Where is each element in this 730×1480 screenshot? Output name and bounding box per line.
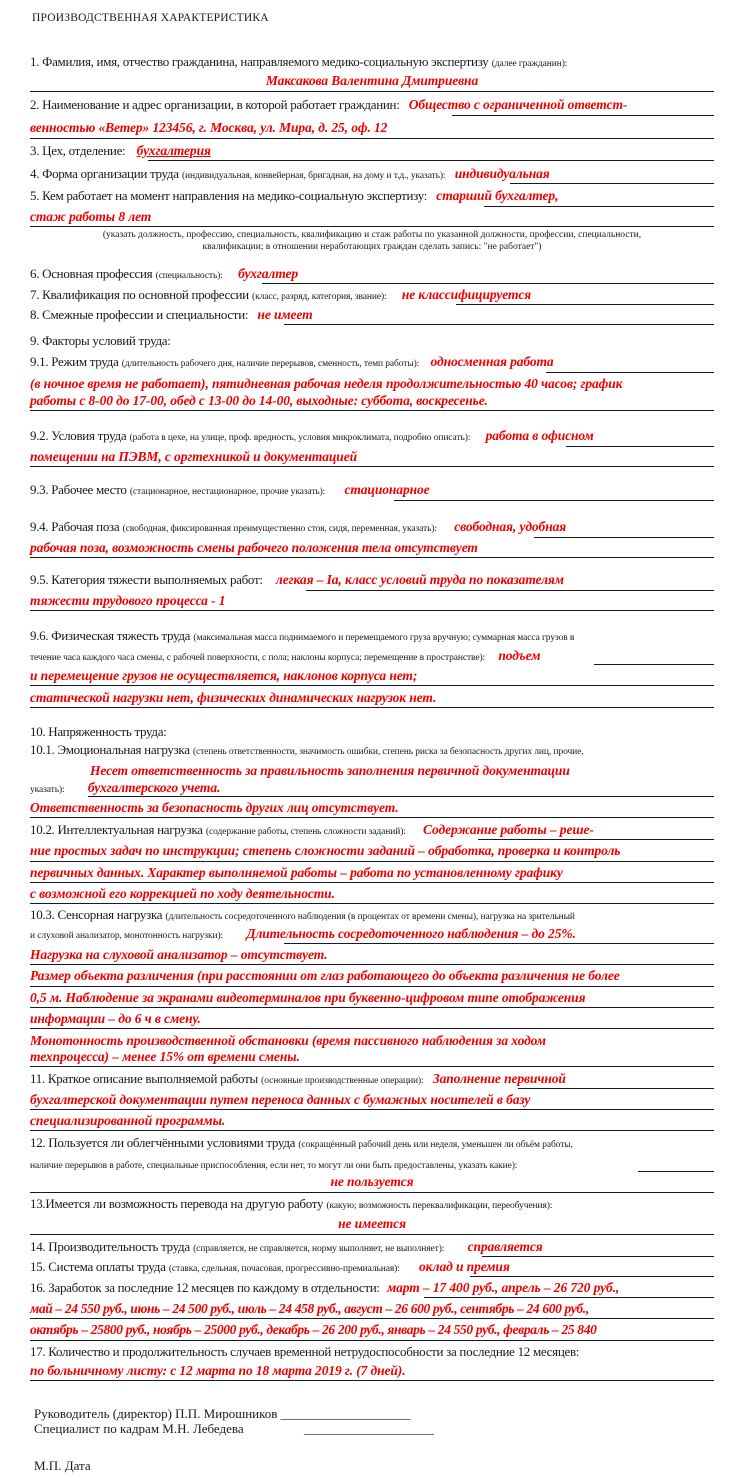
- item-11-value-1[interactable]: Заполнение первичной: [432, 1071, 566, 1086]
- item-17-value-row: [30, 1363, 714, 1379]
- field-underline: [482, 1256, 714, 1257]
- field-underline: [30, 91, 714, 92]
- item-5-label: 5. Кем работает на момент направления на медико-социальную экспертизу:: [30, 188, 428, 203]
- item-16-value-1[interactable]: март – 17 400 руб., апрель – 26 720 руб.,: [386, 1280, 620, 1295]
- item-10-3-value-row-3: [30, 968, 714, 984]
- item-11-row: [30, 1071, 714, 1089]
- field-underline: [30, 1007, 714, 1008]
- item-6-row: [30, 266, 714, 284]
- item-10-3-row: [30, 907, 714, 925]
- field-underline: [394, 500, 714, 501]
- item-9-6-hint-2: течение часа каждого часа смены, с рабочей поверхности, с пола; наклоны корпуса; перемещение в пространстве):: [30, 653, 486, 663]
- item-13-hint: (какую; возможность переквалификации, переобучения):: [326, 1201, 553, 1211]
- field-underline: [30, 1318, 714, 1319]
- item-9-2-row: [30, 428, 714, 446]
- item-13-row: [30, 1196, 714, 1214]
- item-5-value-1[interactable]: старший бухгалтер,: [436, 188, 559, 203]
- field-underline: [30, 707, 714, 708]
- item-9-row: [30, 333, 714, 349]
- field-underline: [30, 138, 714, 139]
- item-2-value-2[interactable]: венностью «Ветер» 123456, г. Москва, ул. Мира, д. 25, оф. 12: [30, 120, 388, 135]
- item-12-row-2: [30, 1156, 714, 1174]
- item-9-6-value-2[interactable]: и перемещение грузов не осуществляется, наклонов корпуса нет;: [30, 668, 418, 683]
- director-signature-line[interactable]: ____________________: [280, 1406, 411, 1421]
- item-1-label-row: [30, 54, 714, 72]
- item-16-value-2[interactable]: май – 24 550 руб., июнь – 24 500 руб., июль – 24 458 руб., август – 26 600 руб., сентябрь – 24 600 руб.,: [30, 1301, 589, 1316]
- item-16-value-3[interactable]: октябрь – 25800 руб., ноябрь – 25000 руб., декабрь – 26 200 руб., январь – 24 550 руб., февраль – 25 840: [30, 1322, 597, 1337]
- field-underline: [30, 466, 714, 467]
- item-10-1-value-3[interactable]: Ответственность за безопасность других лиц отсутствует.: [30, 800, 399, 815]
- director-signature-row: [34, 1406, 411, 1421]
- item-3-row: [30, 143, 714, 159]
- item-9-2-value-2[interactable]: помещении на ПЭВМ, с оргтехникой и документацией: [30, 449, 358, 464]
- item-10-2-value-row-3: [30, 865, 714, 881]
- item-10-2-value-1[interactable]: Содержание работы – реше-: [423, 822, 594, 837]
- hr-signature-row: [34, 1421, 434, 1436]
- item-9-5-row: [30, 572, 714, 588]
- item-9-2-label: 9.2. Условия труда: [30, 428, 127, 443]
- item-17-value[interactable]: по больничному листу: с 12 марта по 18 марта 2019 г. (7 дней).: [30, 1363, 406, 1378]
- item-9-6-value-row-3: [30, 690, 714, 706]
- item-10-3-hint-2: и слуховой анализатор, монотонность нагрузки):: [30, 931, 224, 941]
- field-underline: [30, 1234, 714, 1235]
- item-11-hint: (основные производственные операции):: [261, 1076, 424, 1086]
- item-15-hint: (ставка, сдельная, почасовая, прогрессивно-премиальная):: [168, 1264, 400, 1274]
- item-7-hint: (класс, разряд, категория, звание):: [252, 292, 387, 302]
- item-12-value-row: [30, 1174, 714, 1190]
- item-8-row: [30, 307, 714, 323]
- item-13-value-row: [30, 1216, 714, 1232]
- item-9-4-label: 9.4. Рабочая поза: [30, 519, 120, 534]
- item-17-label: 17. Количество и продолжительность случаев временной нетрудоспособности за последние 12 месяцев:: [30, 1344, 580, 1359]
- item-12-value[interactable]: не пользуется: [330, 1174, 414, 1189]
- item-7-value[interactable]: не классифицируется: [401, 287, 532, 302]
- item-15-row: [30, 1259, 714, 1277]
- field-underline: [510, 183, 714, 184]
- item-9-5-value-row-2: [30, 593, 714, 609]
- field-underline: [478, 839, 714, 840]
- item-5-note-1: (указать должность, профессию, специальность, квалификацию и стаж работы по указанной должности, профессии, специальности,: [102, 230, 642, 240]
- item-2-value-row-2: [30, 120, 714, 136]
- item-10-3-value-row-2: [30, 947, 714, 963]
- item-9-6-row: [30, 628, 714, 646]
- item-3-value[interactable]: бухгалтерия: [136, 143, 211, 158]
- item-9-2-value-1[interactable]: работа в офисном: [485, 428, 594, 443]
- field-underline: [456, 304, 714, 305]
- item-15-value[interactable]: оклад и премия: [418, 1259, 510, 1274]
- field-underline: [30, 1192, 714, 1193]
- item-9-3-value[interactable]: стационарное: [344, 482, 430, 497]
- item-9-3-label: 9.3. Рабочее место: [30, 482, 127, 497]
- field-underline: [30, 1340, 714, 1341]
- item-10-3-row-2: [30, 926, 714, 944]
- item-11-value-row-3: [30, 1113, 714, 1129]
- field-underline: [594, 664, 714, 665]
- item-10-3-value-1[interactable]: Длительность сосредоточенного наблюдения – до 25%.: [246, 926, 576, 941]
- item-10-1-value-1[interactable]: Несет ответственность за правильность заполнения первичной документации: [90, 763, 570, 778]
- field-underline: [546, 372, 714, 373]
- field-underline: [30, 557, 714, 558]
- item-10-3-value-7[interactable]: техпроцесса) – менее 15% от времени смены.: [30, 1049, 300, 1064]
- field-underline: [30, 685, 714, 686]
- item-10-1-value-row-1: [90, 763, 714, 779]
- item-17-row: [30, 1344, 714, 1360]
- item-14-value[interactable]: справляется: [467, 1239, 543, 1254]
- item-9-1-value-row-3: [30, 393, 714, 409]
- item-9-4-row: [30, 519, 714, 537]
- item-9-3-row: [30, 482, 714, 500]
- item-10-3-value-row-7: [30, 1049, 714, 1065]
- item-9-1-label: 9.1. Режим труда: [30, 354, 119, 369]
- field-underline: [306, 590, 714, 591]
- item-9-label: 9. Факторы условий труда:: [30, 333, 171, 348]
- item-5-value-2[interactable]: стаж работы 8 лет: [30, 209, 152, 224]
- item-1-label: 1. Фамилия, имя, отчество гражданина, направляемого медико-социальную экспертизу: [30, 54, 489, 69]
- item-9-1-hint: (длительность рабочего дня, наличие перерывов, сменность, темп работы):: [121, 359, 420, 369]
- item-10-3-value-2[interactable]: Нагрузка на слуховой анализатор – отсутствует.: [30, 947, 328, 962]
- item-3-label: 3. Цех, отделение:: [30, 143, 126, 158]
- item-16-label: 16. Заработок за последние 12 месяцев по каждому в отдельности:: [30, 1280, 380, 1295]
- item-10-3-label: 10.3. Сенсорная нагрузка: [30, 907, 163, 922]
- item-4-row: [30, 166, 714, 184]
- item-16-row: [30, 1280, 714, 1296]
- item-2-label: 2. Наименование и адрес организации, в которой работает гражданин:: [30, 97, 400, 112]
- field-underline: [30, 903, 714, 904]
- item-11-value-2[interactable]: бухгалтерской документации путем переноса данных с бумажных носителей в базу: [30, 1092, 531, 1107]
- item-2-row: [30, 97, 714, 113]
- item-9-4-hint: (свободная, фиксированная преимущественно стоя, сидя, переменная, указать):: [122, 524, 437, 534]
- field-underline: [518, 1088, 714, 1089]
- item-11-label: 11. Краткое описание выполняемой работы: [30, 1071, 258, 1086]
- item-7-row: [30, 287, 714, 305]
- item-4-label: 4. Форма организации труда: [30, 166, 179, 181]
- field-underline: [284, 943, 714, 944]
- item-8-label: 8. Смежные профессии и специальности:: [30, 307, 249, 322]
- item-9-6-value-row-2: [30, 668, 714, 684]
- item-10-1-value-row-3: [30, 800, 714, 816]
- item-1-value-row: [30, 73, 714, 89]
- item-9-4-value-1[interactable]: свободная, удобная: [454, 519, 567, 534]
- item-10-3-value-row-5: [30, 1011, 714, 1027]
- item-16-value-row-3: [30, 1322, 714, 1338]
- field-underline: [148, 160, 714, 161]
- field-underline: [424, 1297, 714, 1298]
- item-9-6-label: 9.6. Физическая тяжесть труда: [30, 628, 191, 643]
- field-underline: [452, 115, 714, 116]
- field-underline: [30, 1130, 714, 1131]
- director-name: Руководитель (директор) П.П. Мирошников: [34, 1406, 278, 1421]
- item-9-1-value-2[interactable]: (в ночное время не работает), пятидневная рабочая неделя продолжительностью 40 часов; график: [30, 376, 623, 391]
- field-underline: [30, 410, 714, 411]
- item-8-value[interactable]: не имеет: [257, 307, 313, 322]
- item-9-6-hint-1: (максимальная масса поднимаемого и перемещаемого груза вручную; суммарная масса грузов в: [193, 633, 575, 643]
- item-14-label: 14. Производительность труда: [30, 1239, 190, 1254]
- field-underline: [566, 446, 714, 447]
- item-14-hint: (справляется, не справляется, норму выполняет, не выполняет):: [193, 1244, 445, 1254]
- stamp-date: М.П. Дата: [34, 1458, 91, 1473]
- item-1-hint: (далее гражданин):: [491, 59, 568, 69]
- item-10-1-value-2[interactable]: бухгалтерского учета.: [87, 780, 221, 795]
- item-15-label: 15. Система оплаты труда: [30, 1259, 166, 1274]
- item-5-row: [30, 188, 714, 204]
- item-10-3-hint-1: (длительность сосредоточенного наблюдения (в процентах от времени смены), нагрузка на зрительный: [165, 912, 575, 922]
- item-10-1-hint-1: (степень ответственности, значимость ошибки, степень риска за безопасность других лиц, прочие,: [192, 747, 584, 757]
- field-underline: [30, 882, 714, 883]
- item-10-2-label: 10.2. Интеллектуальная нагрузка: [30, 822, 203, 837]
- item-10-1-hint-2: указать):: [30, 785, 65, 795]
- item-10-row: [30, 724, 714, 740]
- item-5-note-2: квалификации; в отношении неработающих граждан сделать запись: "не работает"): [202, 242, 542, 252]
- item-10-2-value-4[interactable]: с возможной его коррекцией по ходу деятельности.: [30, 886, 335, 901]
- item-9-1-value-row-2: [30, 376, 714, 392]
- item-9-2-hint: (работа в цехе, на улице, проф. вредность, условия микроклимата, подробно описать):: [129, 433, 471, 443]
- item-14-row: [30, 1239, 714, 1257]
- item-10-2-value-row-2: [30, 843, 714, 859]
- field-underline: [30, 226, 714, 227]
- item-16-value-row-2: [30, 1301, 714, 1317]
- field-underline: [30, 817, 714, 818]
- hr-name: Специалист по кадрам М.Н. Лебедева: [34, 1421, 244, 1436]
- item-11-value-3[interactable]: специализированной программы.: [30, 1113, 226, 1128]
- item-13-value[interactable]: не имеется: [338, 1216, 406, 1231]
- field-underline: [88, 796, 714, 797]
- item-10-3-value-4[interactable]: 0,5 м. Наблюдение за экранами видеотерминалов при буквенно-цифровом типе отображения: [30, 990, 586, 1005]
- item-12-row: [30, 1135, 714, 1153]
- hr-signature-line[interactable]: ____________________: [304, 1421, 434, 1436]
- item-10-1-label: 10.1. Эмоциональная нагрузка: [30, 742, 190, 757]
- item-9-1-value-3[interactable]: работы с 8-00 до 17-00, обед с 13-00 до 14-00, выходные: суббота, воскресенье.: [30, 393, 488, 408]
- item-6-value[interactable]: бухгалтер: [238, 266, 299, 281]
- item-10-1-row: [30, 742, 714, 760]
- item-1-value[interactable]: Максакова Валентина Дмитриевна: [265, 73, 479, 88]
- item-9-4-value-row-2: [30, 540, 714, 556]
- item-10-2-hint: (содержание работы, степень сложности заданий):: [205, 827, 406, 837]
- item-13-label: 13.Имеется ли возможность перевода на другую работу: [30, 1196, 324, 1211]
- item-10-2-value-3[interactable]: первичных данных. Характер выполняемой работы – работа по установленному графику: [30, 865, 563, 880]
- item-4-value[interactable]: индивидуальная: [454, 166, 550, 181]
- item-12-label: 12. Пользуется ли облегчёнными условиями труда: [30, 1135, 296, 1150]
- field-underline: [30, 610, 714, 611]
- field-underline: [30, 1380, 714, 1381]
- item-9-5-value-1[interactable]: легкая – Iа, класс условий труда по показателям: [275, 572, 564, 587]
- item-10-2-value-2[interactable]: ние простых задач по инструкции; степень сложности заданий – обработка, проверка и контроль: [30, 843, 621, 858]
- item-9-5-label: 9.5. Категория тяжести выполняемых работ:: [30, 572, 263, 587]
- item-10-2-value-row-4: [30, 886, 714, 902]
- field-underline: [284, 324, 714, 325]
- field-underline: [534, 537, 714, 538]
- field-underline: [30, 1066, 714, 1067]
- field-underline: [470, 1276, 714, 1277]
- item-10-3-value-row-6: [30, 1033, 714, 1049]
- field-underline: [262, 283, 714, 284]
- field-underline: [30, 1109, 714, 1110]
- field-underline: [30, 861, 714, 862]
- item-10-3-value-row-4: [30, 990, 714, 1006]
- item-9-2-value-row-2: [30, 449, 714, 465]
- item-2-value-1[interactable]: Общество с ограниченной ответст-: [408, 97, 628, 112]
- item-10-3-value-6[interactable]: Монотонность производственной обстановки (время пассивного наблюдения за ходом: [30, 1033, 546, 1048]
- item-6-hint: (специальность):: [155, 271, 223, 281]
- item-9-1-value-1[interactable]: односменная работа: [430, 354, 554, 369]
- item-11-value-row-2: [30, 1092, 714, 1108]
- item-9-6-value-1[interactable]: подъем: [498, 648, 541, 663]
- item-9-1-row: [30, 354, 714, 372]
- item-9-6-value-3[interactable]: статической нагрузки нет, физических динамических нагрузок нет.: [30, 690, 437, 705]
- item-10-3-value-3[interactable]: Размер объекта различения (при расстоянии от глаз работающего до объекта различения не более: [30, 968, 620, 983]
- field-underline: [638, 1171, 714, 1172]
- field-underline: [30, 1028, 714, 1029]
- item-9-3-hint: (стационарное, нестационарное, прочие указать):: [129, 487, 326, 497]
- item-10-3-value-5[interactable]: информации – до 6 ч в смену.: [30, 1011, 201, 1026]
- document-title: ПРОИЗВОДСТВЕННАЯ ХАРАКТЕРИСТИКА: [32, 12, 269, 24]
- item-9-5-value-2[interactable]: тяжести трудового процесса - 1: [30, 593, 226, 608]
- field-underline: [30, 964, 714, 965]
- item-9-4-value-2[interactable]: рабочая поза, возможность смены рабочего положения тела отсутствует: [30, 540, 478, 555]
- item-7-label: 7. Квалификация по основной профессии: [30, 287, 249, 302]
- item-6-label: 6. Основная профессия: [30, 266, 153, 281]
- item-10-label: 10. Напряженность труда:: [30, 724, 167, 739]
- item-12-hint-1: (сокращённый рабочий день или неделя, уменьшен ли объём работы,: [298, 1140, 573, 1150]
- item-5-value-row-2: [30, 209, 714, 225]
- item-4-hint: (индивидуальная, конвейерная, бригадная, на дому и т.д., указать):: [181, 171, 446, 181]
- field-underline: [30, 986, 714, 987]
- field-underline: [484, 206, 714, 207]
- item-10-2-row: [30, 822, 714, 840]
- item-12-hint-2: наличие перерывов в работе, специальные приспособления, если нет, то могут ли они быть предоставлены, указать какие):: [30, 1161, 518, 1171]
